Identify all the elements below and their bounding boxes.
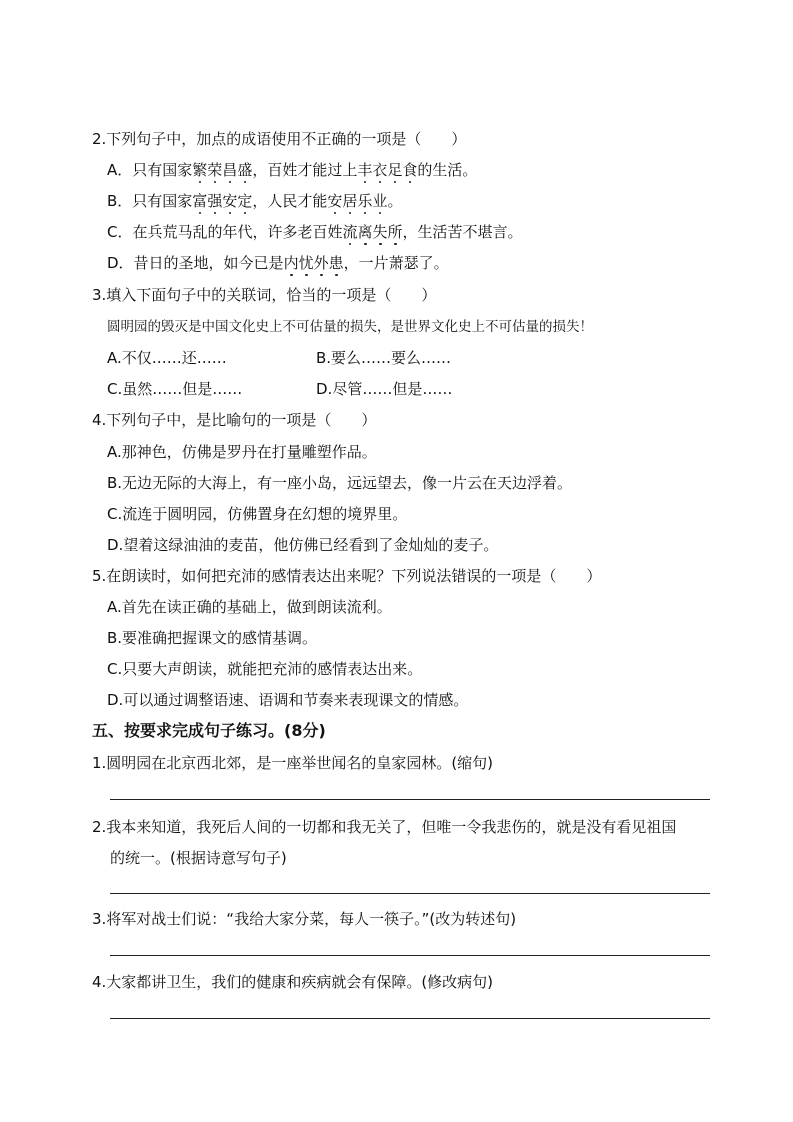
- q2-a-dotted-idiom-2: [357, 161, 417, 179]
- q2-option-d: [107, 253, 449, 273]
- q4-option-a: A.那神色，仿佛是罗丹在打量雕塑作品。: [107, 443, 377, 461]
- exercise-2-prompt: 2.我本来知道，我死后人间的一切都和我无关了，但唯一令我悲伤的，就是没有看见祖国: [92, 818, 677, 836]
- emphasis-dot-char: 食: [402, 161, 418, 179]
- q2-option-c: [107, 222, 523, 242]
- q2-b-dotted-idiom: [192, 192, 252, 210]
- q2-c-text: C．在兵荒马乱的年代，许多老百姓: [107, 223, 343, 241]
- q2-d-dotted-idiom: [284, 254, 344, 272]
- q5-option-d: D.可以通过调整语速、语调和节奏来表现课文的情感。: [107, 691, 469, 709]
- q2-b-dotted-idiom-2: [327, 192, 387, 210]
- q2-option-a: [107, 160, 477, 180]
- q4-option-d: D.望着这绿油油的麦苗，他仿佛已经看到了金灿灿的麦子。: [107, 536, 499, 554]
- q2-d-text: D．昔日的圣地，如今已是: [107, 254, 284, 272]
- exercise-2-answer-line[interactable]: [110, 893, 710, 894]
- q2-c-dotted-idiom: [342, 223, 402, 241]
- q2-option-b: [107, 191, 402, 211]
- q2-stem: 2.下列句子中，加点的成语使用不正确的一项是（ ）: [92, 130, 467, 148]
- emphasis-dot-char: 丰: [357, 161, 373, 179]
- emphasis-dot-char: 居: [342, 192, 358, 210]
- emphasis-dot-char: 外: [313, 254, 329, 272]
- emphasis-dot-char: 离: [357, 223, 373, 241]
- exercise-3-answer-line[interactable]: [110, 955, 710, 956]
- exercise-4-prompt: 4.大家都讲卫生，我们的健康和疾病就会有保障。(修改病句): [92, 973, 494, 991]
- emphasis-dot-char: 昌: [222, 161, 238, 179]
- q2-a-text-3: 的生活。: [417, 161, 478, 179]
- emphasis-dot-char: 繁: [192, 161, 208, 179]
- emphasis-dot-char: 流: [342, 223, 358, 241]
- q3-option-b: B.要么……要么……: [316, 349, 452, 367]
- q2-b-text-3: 。: [387, 192, 403, 210]
- q2-c-text-2: ，生活苦不堪言。: [402, 223, 523, 241]
- emphasis-dot-char: 富: [192, 192, 208, 210]
- exercise-3-prompt: 3.将军对战士们说：“我给大家分菜，每人一筷子。”(改为转述句): [92, 910, 517, 928]
- q3-option-d: D.尽管……但是……: [316, 380, 453, 398]
- emphasis-dot-char: 安: [222, 192, 238, 210]
- emphasis-dot-char: 内: [283, 254, 299, 272]
- exercise-2-prompt-continued: 的统一。(根据诗意写句子): [110, 849, 287, 867]
- q2-a-text: A．只有国家: [107, 161, 193, 179]
- q4-stem: 4.下列句子中，是比喻句的一项是（ ）: [92, 411, 377, 429]
- q3-option-a: A.不仅……还……: [107, 349, 227, 367]
- q2-d-text-2: ，一片萧瑟了。: [343, 254, 449, 272]
- emphasis-dot-char: 定: [237, 192, 253, 210]
- q5-stem: 5.在朗读时，如何把充沛的感情表达出来呢？下列说法错误的一项是（ ）: [92, 567, 602, 585]
- emphasis-dot-char: 失: [372, 223, 388, 241]
- q2-b-text-2: ，人民才能: [252, 192, 328, 210]
- q3-stem: 3.填入下面句子中的关联词，恰当的一项是（ ）: [92, 286, 437, 304]
- q2-a-dotted-idiom: [192, 161, 252, 179]
- q4-option-b: B.无边无际的大海上，有一座小岛，远远望去，像一片云在天边浮着。: [107, 474, 573, 492]
- q5-option-b: B.要准确把握课文的感情基调。: [107, 629, 318, 647]
- emphasis-dot-char: 衣: [372, 161, 388, 179]
- q5-option-a: A.首先在读正确的基础上，做到朗读流利。: [107, 598, 392, 616]
- emphasis-dot-char: 忧: [298, 254, 314, 272]
- emphasis-dot-char: 所: [387, 223, 403, 241]
- q3-option-c: C.虽然……但是……: [107, 380, 243, 398]
- q4-option-c: C.流连于圆明园，仿佛置身在幻想的境界里。: [107, 505, 408, 523]
- exercise-1-answer-line[interactable]: [110, 799, 710, 800]
- emphasis-dot-char: 盛: [237, 161, 253, 179]
- exercise-1-prompt: 1.圆明园在北京西北郊，是一座举世闻名的皇家园林。(缩句): [92, 754, 494, 772]
- emphasis-dot-char: 强: [207, 192, 223, 210]
- emphasis-dot-char: 足: [387, 161, 403, 179]
- emphasis-dot-char: 患: [328, 254, 344, 272]
- emphasis-dot-char: 业: [372, 192, 388, 210]
- exercise-4-answer-line[interactable]: [110, 1018, 710, 1019]
- emphasis-dot-char: 荣: [207, 161, 223, 179]
- emphasis-dot-char: 安: [327, 192, 343, 210]
- q2-a-text-2: ，百姓才能过上: [252, 161, 358, 179]
- q2-b-text: B．只有国家: [107, 192, 193, 210]
- q5-option-c: C.只要大声朗读，就能把充沛的感情表达出来。: [107, 660, 423, 678]
- emphasis-dot-char: 乐: [357, 192, 373, 210]
- q3-sentence: 圆明园的毁灭是中国文化史上不可估量的损失，是世界文化史上不可估量的损失！: [107, 319, 593, 335]
- section-title: 五、按要求完成句子练习。(8分): [92, 721, 326, 740]
